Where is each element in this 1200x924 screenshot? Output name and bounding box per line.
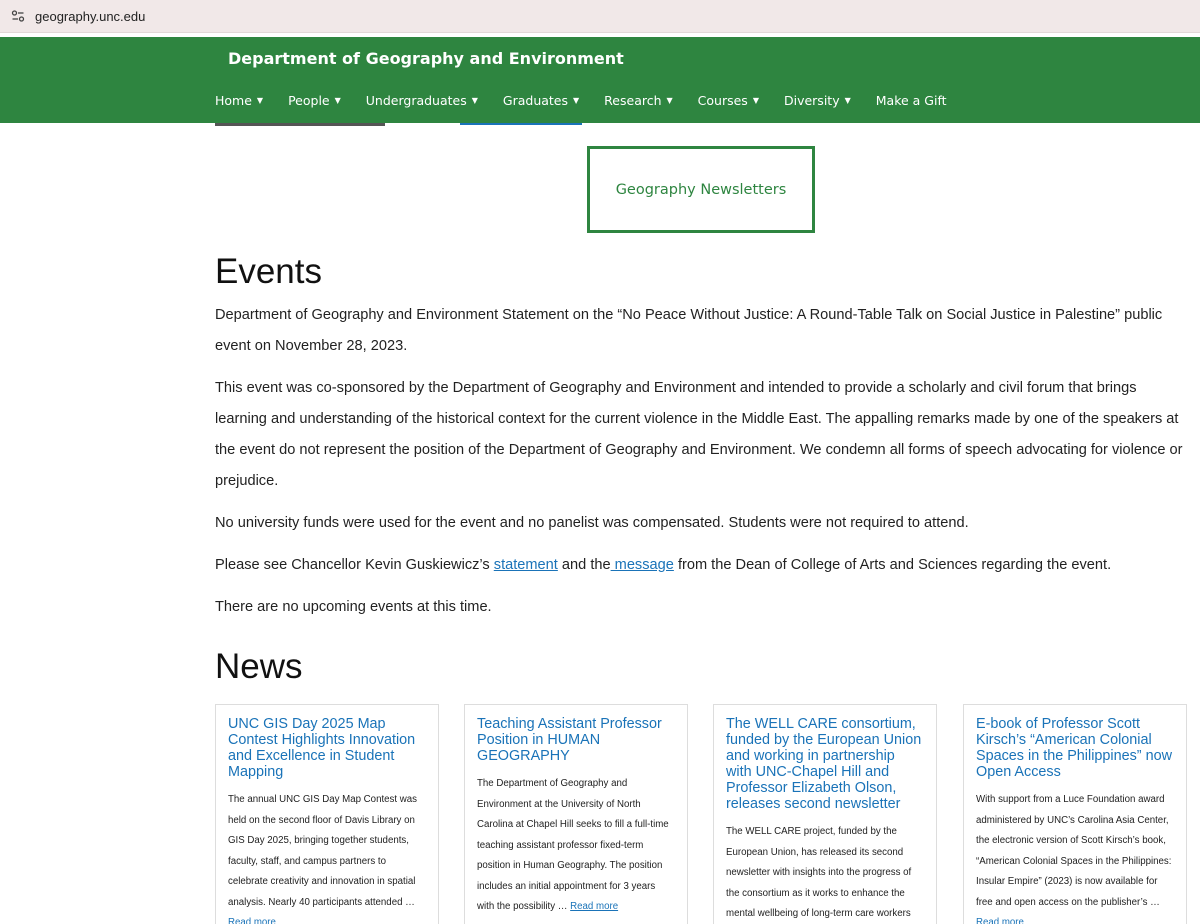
news-card-text: With support from a Luce Foundation award administered by UNC’s Carolina Asia Center, the electronic version of Scott Kirsch’s book, “American Colonial Spaces in the Philippines: Insular Empire” (2023) is now available for free and open access on the publisher’s … [976,794,1172,908]
news-card [464,704,688,924]
text-segment: Please see Chancellor Kevin Guskiewicz’s [215,557,494,573]
news-card-body [228,790,426,924]
events-paragraph-3: No university funds were used for the event and no panelist was compensated. Students were not required to attend. [215,515,969,531]
news-card-body [477,774,675,918]
caret-down-icon: ▼ [573,96,580,105]
nav-label: Research [604,93,662,108]
nav-label: People [288,93,330,108]
news-card-title[interactable]: E-book of Professor Scott Kirsch’s “American Colonial Spaces in the Philippines” now Open Access [976,716,1172,780]
nav-make-a-gift[interactable] [876,93,947,108]
events-paragraph-4 [215,550,1190,581]
main-nav [215,93,972,108]
read-more-link[interactable]: Read more [570,901,619,912]
caret-down-icon: ▼ [334,96,341,105]
nav-label: Diversity [783,93,840,108]
text-segment: and the [557,557,611,573]
caret-down-icon: ▼ [471,96,478,105]
newsletters-button[interactable] [587,146,815,233]
url-text[interactable]: geography.unc.edu [35,9,146,24]
news-card [215,704,439,924]
nav-label: Graduates [502,93,569,108]
clipped-text-line [215,123,595,127]
caret-down-icon: ▼ [844,96,851,105]
statement-link[interactable]: statement [493,557,558,573]
message-link[interactable]: message [610,557,674,573]
nav-label: Courses [697,93,748,108]
events-paragraph-2: This event was co-sponsored by the Department of Geography and Environment and intended to provide a scholarly and civil forum that brings learning and understanding of the historical context for the current violence in the Middle East. The appalling remarks made by one of the speakers at the event do not represent the position of the Department of Geography and Environment. We condemn all forms of speech advocating for violence or prejudice. [215,380,1183,489]
news-card-title[interactable]: UNC GIS Day 2025 Map Contest Highlights Innovation and Excellence in Student Mapping [228,716,416,780]
nav-people[interactable] [288,93,341,108]
nav-research[interactable] [604,93,673,108]
clipped-link[interactable] [460,123,582,125]
news-card-body [976,790,1174,924]
text-segment: from the Dean of College of Arts and Sciences regarding the event. [673,557,1112,573]
caret-down-icon: ▼ [752,96,759,105]
news-cards [215,704,1200,924]
read-more-link[interactable]: Read more [976,917,1024,924]
events-heading: Events [215,252,322,291]
nav-graduates[interactable] [503,93,579,108]
site-settings-icon[interactable] [11,9,25,23]
nav-courses[interactable] [698,93,759,108]
events-paragraph-5: There are no upcoming events at this time. [215,599,492,615]
nav-undergraduates[interactable] [366,93,478,108]
nav-diversity[interactable] [784,93,851,108]
clipped-text [215,123,385,126]
newsletters-label: Geography Newsletters [615,181,787,198]
news-card-text: The WELL CARE project, funded by the European Union, has released its second newsletter with insights into the progress of the consortium as it works to enhance the mental wellbeing of long-term care workers [726,826,912,919]
read-more-link[interactable]: Read more [228,917,276,924]
events-paragraph-1: Department of Geography and Environment Statement on the “No Peace Without Justice: A Round-Table Talk on Social Justice in Palestine” public event on November 28, 2023. [215,307,1163,354]
nav-label: Home [215,93,252,108]
news-card-title[interactable]: The WELL CARE consortium, funded by the European Union and working in partnership with UNC-Chapel Hill and Professor Elizabeth Olson, releases second newsletter [726,716,922,812]
main-content [215,252,1190,697]
browser-address-bar[interactable] [0,0,1200,33]
department-title[interactable]: Department of Geography and Environment [228,49,624,68]
caret-down-icon: ▼ [256,96,264,105]
news-heading: News [215,647,303,686]
nav-home[interactable] [215,93,263,108]
nav-label: Make a Gift [875,93,947,108]
news-card [963,704,1187,924]
news-card-title[interactable]: Teaching Assistant Professor Position in HUMAN GEOGRAPHY [477,716,662,764]
caret-down-icon: ▼ [666,96,673,105]
news-card-body [726,822,924,924]
news-card [713,704,937,924]
news-card-text: The annual UNC GIS Day Map Contest was held on the second floor of Davis Library on GIS Day 2025, bringing together students, faculty, staff, and campus partners to celebrate creativity and innovation in spatial analysis. Nearly 40 participants attended … [228,794,417,908]
site-header [0,37,1200,123]
news-card-text: The Department of Geography and Environment at the University of North Carolina at Chapel Hill seeks to fill a full-time teaching assistant professor fixed-term position in Human Geography. The position includes an initial appointment for 3 years with the possibility … [477,778,669,912]
nav-label: Undergraduates [365,93,467,108]
